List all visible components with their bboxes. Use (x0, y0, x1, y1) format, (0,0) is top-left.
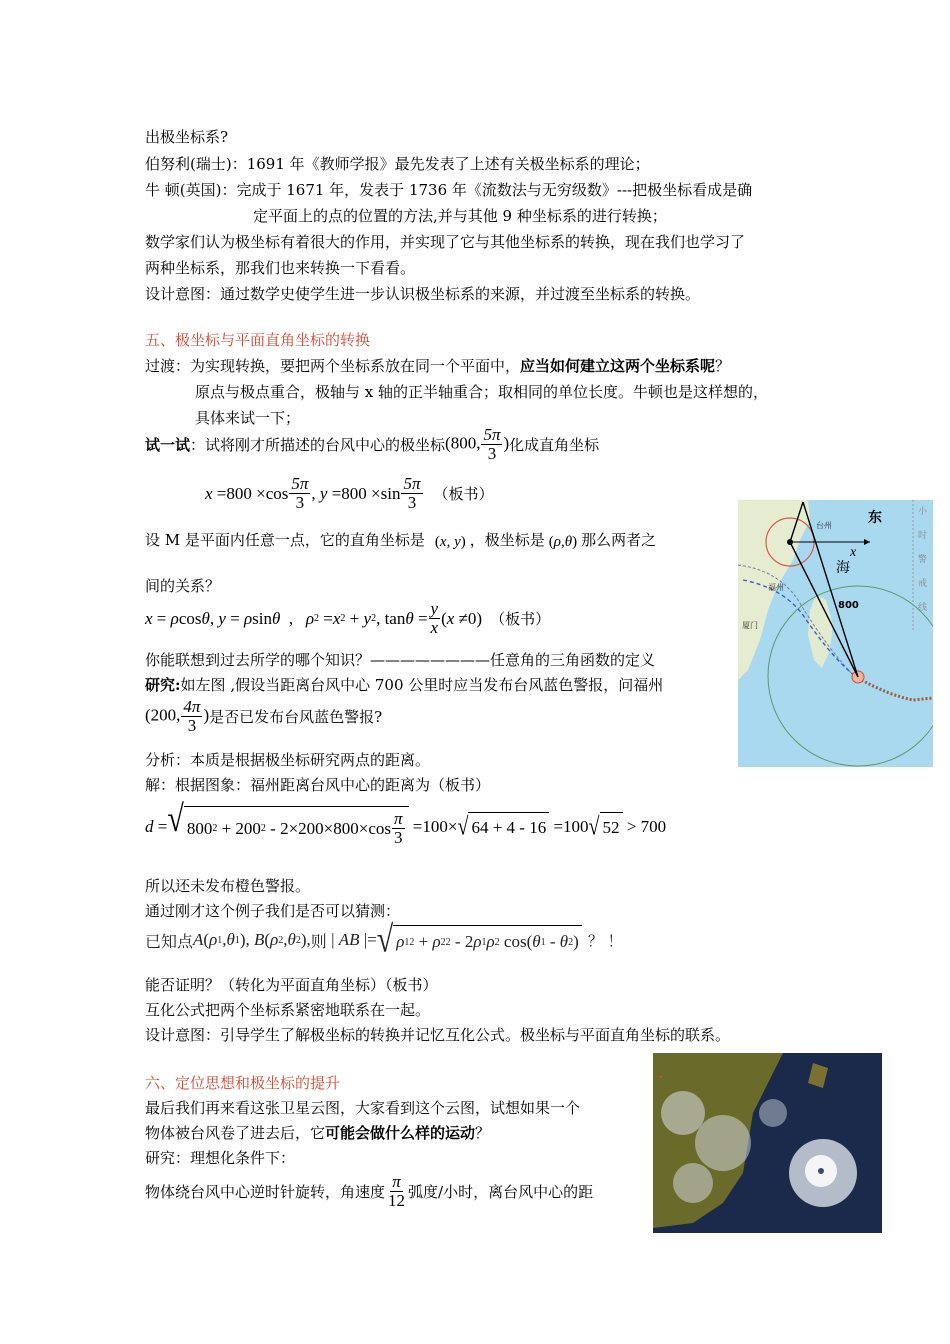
map-label-sea: 海 (836, 560, 850, 576)
paragraph: 牛 顿(英国)：完成于 1671 年，发表于 1736 年《流数法与无穷级数》---把极坐标看成是确 (145, 181, 753, 199)
paragraph (145, 528, 656, 551)
formula-distance: d = √ 800 2 + 200 2 - 2×200×800×cos $\frac{\pi}{3}$ =100× √ 64 + 4 - 16 =100 √ 52 > 700 (145, 798, 667, 847)
side-char: 警 (918, 555, 928, 565)
paragraph (145, 356, 730, 376)
text: 化成直角坐标 (509, 436, 600, 454)
paragraph: 设计意图：引导学生了解极坐标的转换并记忆互化公式。极坐标与平面直角坐标的联系。 (145, 1026, 731, 1044)
try-label: 试一试 (145, 436, 191, 454)
formula: (200, $\frac{4\pi}{3}$ ) (145, 697, 210, 735)
paragraph: 互化公式把两个坐标系紧密地联系在一起。 (145, 1001, 431, 1019)
paragraph: 具体来试一下； (195, 409, 301, 427)
paragraph: 原点与极点重合，极轴与 x 轴的正半轴重合；取相同的单位长度。牛顿也是这样想的， (195, 383, 768, 401)
text: ？ (475, 1124, 491, 1142)
paragraph: 所以还未发布橙色警报。 (145, 877, 311, 895)
board-note: （板书） (490, 610, 551, 628)
cloud (661, 1091, 705, 1135)
paragraph: 定平面上的点的位置的方法,并与其他 9 种坐标系的进行转换； (253, 207, 667, 225)
text: 如左图 ,假设当距离台风中心 700 公里时应当发布台风蓝色警报，问福州 (180, 676, 664, 694)
paragraph: 你能联想到过去所学的哪个知识？————————任意角的三角函数的定义 (145, 651, 656, 669)
map-label-east: 东 (868, 510, 882, 526)
pole-point (787, 539, 793, 545)
side-char: 戒 (918, 579, 928, 589)
map-label-xiamen: 厦门 (742, 621, 758, 630)
text: 弧度/小时，离台风中心的距 (408, 1183, 594, 1201)
text: 物体被台风卷了进去后，它 (145, 1124, 326, 1142)
text: 则 (310, 931, 327, 951)
paragraph: 能否证明？（转化为平面直角坐标）（板书） (145, 976, 438, 994)
paragraph: 通过刚才这个例子我们是否可以猜测： (145, 902, 401, 920)
text: 已知点 (145, 931, 194, 951)
image-watermark: • (659, 1074, 663, 1081)
typhoon-map-figure (738, 500, 933, 767)
typhoon-eye (818, 1168, 824, 1174)
paragraph: 数学家们认为极坐标有着很大的作用，并实现了它与其他坐标系的转换，现在我们也学习了 (145, 233, 746, 251)
paragraph: 设计意图：通过数学史使学生进一步认识极坐标系的来源，并过渡至坐标系的转换。 (145, 285, 701, 303)
cloud (673, 1163, 713, 1203)
text: 设 M 是平面内任意一点，它的直角坐标是 (145, 531, 425, 549)
text-bold: 研究: (145, 676, 181, 694)
typhoon-map (738, 500, 933, 767)
side-char: 时 (918, 531, 928, 541)
paragraph: 研究：理想化条件下： (145, 1149, 296, 1167)
paragraph: 间的关系？ (145, 577, 221, 595)
side-char: 小 (918, 507, 928, 517)
text: ：试将刚才所描述的台风中心的极坐标 (190, 436, 446, 454)
map-label-taizhou: 台州 (816, 521, 832, 530)
formula: (x, y) (434, 534, 466, 550)
paragraph (145, 1123, 490, 1143)
paragraph: 两种坐标系，那我们也来转换一下看看。 (145, 259, 416, 277)
paragraph: 分析：本质是根据极坐标研究两点的距离。 (145, 751, 431, 769)
text: 过渡：为实现转换，要把两个坐标系放在同一个平面中， (145, 357, 521, 375)
text: 是否已发布台风蓝色警报? (209, 708, 383, 726)
section-heading: 五、极坐标与平面直角坐标的转换 (145, 331, 371, 349)
board-note: （板书） (433, 485, 494, 503)
text: ？ (715, 357, 731, 375)
section-heading: 六、定位思想和极坐标的提升 (145, 1074, 341, 1092)
cloud (759, 1099, 787, 1127)
side-char: 线 (918, 603, 928, 613)
paragraph (145, 675, 663, 695)
formula-relations: x = ρ cos θ , y = ρ sin θ , ρ 2 = x 2 + y 2 , tan θ = $\frac{y}{x}$ ( x ≠0) （板书） (145, 599, 551, 637)
cloud (695, 1115, 751, 1171)
text-bold: 应当如何建立这两个坐标系呢 (520, 357, 716, 375)
paragraph: 出极坐标系? (145, 128, 229, 146)
satellite-cloud-image (653, 1053, 882, 1233)
text: 物体绕台风中心逆时针旋转，角速度 (145, 1183, 386, 1201)
formula: $\frac{\pi}{12}$ (388, 1172, 406, 1210)
satellite-image (653, 1053, 882, 1233)
formula-general-distance: 已知点 A ( ρ 1 , θ 1 ), B ( ρ 2 , θ 2 ), 则 | AB |= √ ρ 1 2 + ρ 2 2 - 2 ρ 1 ρ 2 cos( θ 1 - θ 2 ) ？ ！ (145, 918, 623, 960)
paragraph (145, 1173, 593, 1210)
map-label-distance: 800 (838, 600, 859, 611)
text-bold: 可能会做什么样的运动 (325, 1124, 476, 1142)
map-label-x: x (850, 545, 857, 560)
formula: (ρ,θ) (548, 534, 578, 550)
text: ？ ！ (587, 931, 623, 950)
paragraph (145, 698, 382, 735)
formula-xy: x =800 ×cos $\frac{5\pi}{3}$ , y =800 ×sin $\frac{5\pi}{3}$ （板书） (205, 474, 494, 512)
text: ，极坐标是 (469, 531, 545, 549)
paragraph: 最后我们再来看这张卫星云图，大家看到这个云图，试想如果一个 (145, 1099, 581, 1117)
text: 那么两者之 (581, 531, 657, 549)
paragraph: 解：根据图象：福州距离台风中心的距离为（板书） (145, 776, 491, 794)
formula: (800, $\frac{5\pi}{3}$ ) (445, 425, 510, 463)
map-label-fuzhou: 福州 (768, 583, 784, 592)
paragraph: 伯努利(瑞士)：1691 年《教师学报》最先发表了上述有关极坐标系的理论； (145, 155, 650, 173)
try-line (145, 426, 599, 463)
